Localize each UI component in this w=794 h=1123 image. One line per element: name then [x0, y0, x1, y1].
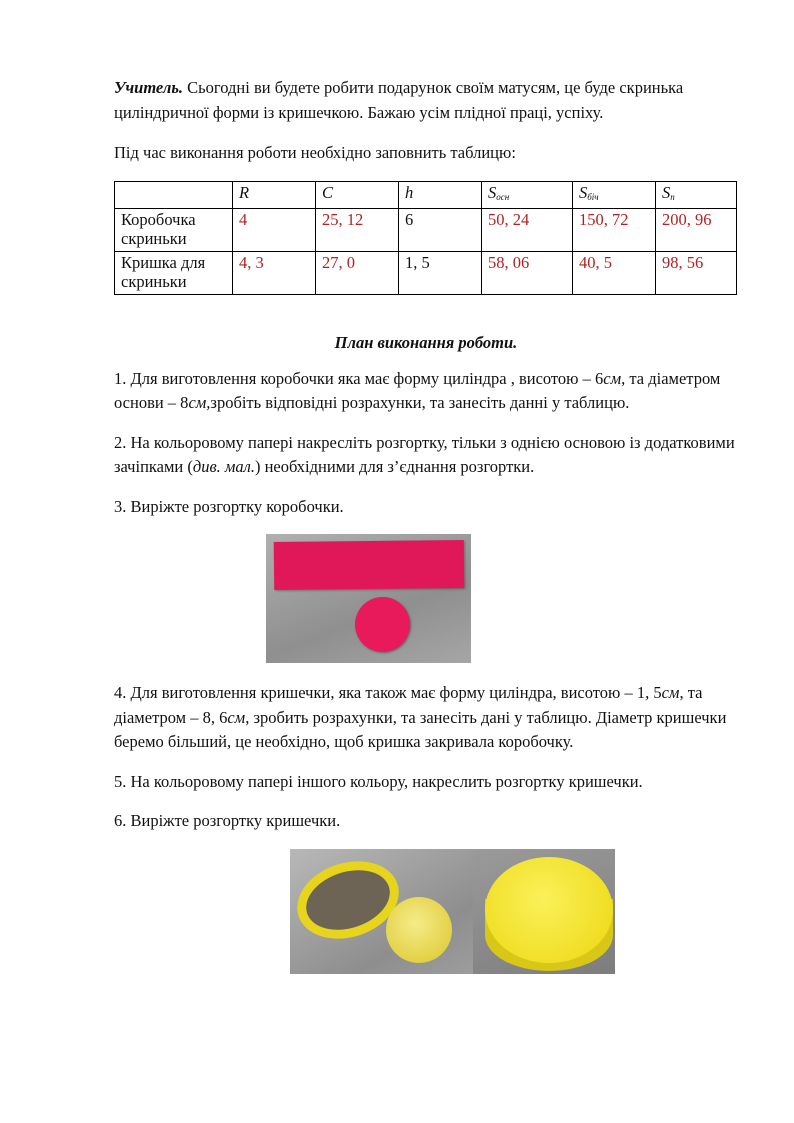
header-h: h [399, 181, 482, 208]
cell-r: 4 [233, 208, 316, 251]
table-row [115, 208, 737, 251]
pink-strip [274, 540, 464, 590]
speaker-label: Учитель. [114, 78, 183, 97]
document-page [114, 76, 738, 974]
header-s-base: $S_{осн}$ [482, 181, 573, 208]
cell-h: 6 [399, 208, 482, 251]
photo-lid-net [290, 849, 615, 974]
step-4: 4. Для виготовлення кришечки, яка також має форму циліндра, висотою – 1, 5см, та діаметром – 8, 6см, зробить розрахунки, та занесіть дані у таблицю. Діаметр кришечки беремо більший, це необхідно, щоб кришка закривала коробочку. [114, 683, 727, 751]
cell-s-base: 50, 24 [482, 208, 573, 251]
yellow-lid-circle [386, 897, 452, 963]
step-1: 1. Для виготовлення коробочки яка має форму циліндра , висотою – 6см, та діаметром основи – 8см,зробіть відповідні розрахунки, та занесіть данні у таблицю. [114, 368, 721, 412]
step-5: 5. На кольоровому папері іншого кольору, накреслить розгортку кришечки. [114, 771, 643, 791]
row-name: Коробочка скриньки [115, 208, 233, 251]
step-3: 3. Виріжте розгортку коробочки. [114, 496, 344, 516]
cell-s-side: 40, 5 [573, 251, 656, 294]
intro-text: Сьогодні ви будете робити подарунок своїм матусям, це буде скринька циліндричної форми із кришечкою. Бажаю усім плідної праці, успіху. [114, 78, 684, 122]
pink-circle [355, 597, 410, 652]
step-2: 2. На кольоровому папері накресліть розгортку, тільки з однією основою із додатковими зачіпками (див. мал.) необхідними для з’єднання розгортки. [114, 432, 735, 476]
cell-h: 1, 5 [399, 251, 482, 294]
cell-r: 4, 3 [233, 251, 316, 294]
header-empty-cell [115, 181, 233, 208]
header-s-full: $S_п$ [656, 181, 737, 208]
intro-paragraph [114, 76, 738, 125]
cell-s-full: 200, 96 [656, 208, 737, 251]
plan-title: План виконання роботи. [334, 332, 518, 352]
cell-s-full: 98, 56 [656, 251, 737, 294]
cell-s-base: 58, 06 [482, 251, 573, 294]
cell-c: 25, 12 [316, 208, 399, 251]
table-intro: Під час виконання роботи необхідно заповнить таблицю: [114, 143, 516, 162]
header-r: R [233, 181, 316, 208]
step-6: 6. Виріжте розгортку кришечки. [114, 811, 341, 830]
finished-lid-top [485, 857, 613, 963]
header-c: C [316, 181, 399, 208]
cell-c: 27, 0 [316, 251, 399, 294]
row-name: Кришка для скриньки [115, 251, 233, 294]
table-header-row [115, 181, 737, 208]
calculation-table [114, 181, 737, 295]
photo-box-net [266, 534, 471, 663]
header-s-side: $S_{біч}$ [573, 181, 656, 208]
cell-s-side: 150, 72 [573, 208, 656, 251]
table-row [115, 251, 737, 294]
